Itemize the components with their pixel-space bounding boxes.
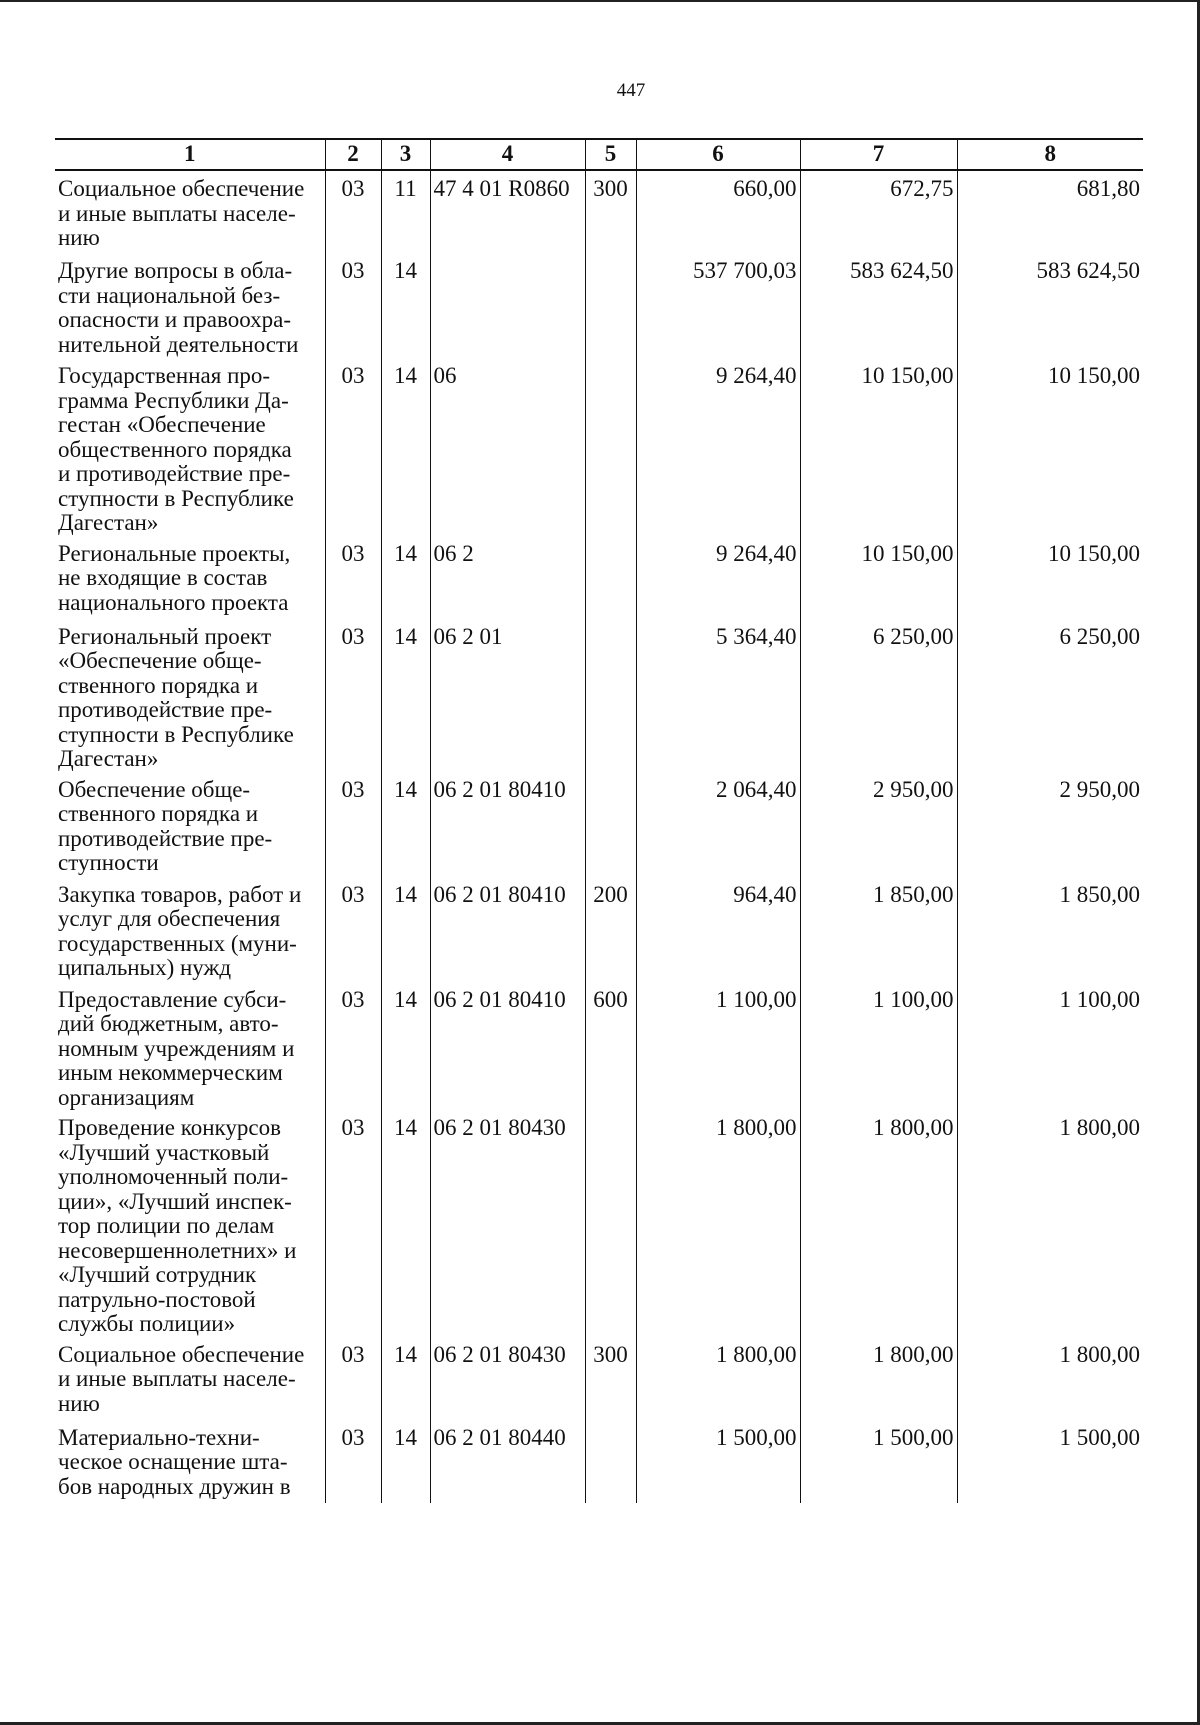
row-name-line: сти национальной без- (58, 282, 281, 308)
amount-col-8: 1 850,00 (957, 877, 1143, 982)
amount-col-8: 1 100,00 (957, 982, 1143, 1111)
amount-col-8: 10 150,00 (957, 536, 1143, 619)
expense-type-code (585, 772, 636, 877)
section-code: 03 (325, 358, 381, 536)
row-name-line: общественного порядка (58, 436, 292, 462)
amount-col-7: 6 250,00 (800, 619, 957, 772)
expense-type-code: 300 (585, 1337, 636, 1420)
row-name-line: Государственная про- (58, 363, 271, 388)
row-name-line: нию (58, 225, 100, 250)
amount-col-7: 10 150,00 (800, 536, 957, 619)
section-code: 03 (325, 170, 381, 253)
amount-col-7: 2 950,00 (800, 772, 957, 877)
expense-type-code: 300 (585, 170, 636, 253)
amount-col-8: 2 950,00 (957, 772, 1143, 877)
row-name-line: ступности в Республике (58, 721, 294, 747)
header-col-8: 8 (957, 139, 1143, 170)
header-col-4: 4 (430, 139, 585, 170)
row-name-line: грамма Республики Да- (58, 387, 289, 413)
subsection-code: 14 (381, 877, 430, 982)
subsection-code: 14 (381, 358, 430, 536)
amount-col-6: 1 800,00 (636, 1110, 800, 1337)
amount-col-6: 1 100,00 (636, 982, 800, 1111)
expense-type-code (585, 253, 636, 358)
section-code: 03 (325, 253, 381, 358)
row-name-line: ческое оснащение шта- (58, 1449, 288, 1474)
amount-col-8: 681,80 (957, 170, 1143, 253)
row-name (55, 772, 325, 877)
amount-col-7: 583 624,50 (800, 253, 957, 358)
target-article-code (430, 253, 585, 358)
row-name-line: ственного порядка и (58, 672, 259, 698)
row-name-line: несовершеннолетних» и (58, 1237, 297, 1263)
header-col-7: 7 (800, 139, 957, 170)
row-name (55, 877, 325, 982)
amount-col-6: 5 364,40 (636, 619, 800, 772)
row-name-line: иным некоммерческим (58, 1060, 283, 1085)
row-name-line: государственных (муни- (58, 930, 297, 956)
section-code: 03 (325, 982, 381, 1111)
section-code: 03 (325, 619, 381, 772)
subsection-code: 14 (381, 536, 430, 619)
row-name (55, 536, 325, 619)
amount-col-6: 9 264,40 (636, 536, 800, 619)
header-col-3: 3 (381, 139, 430, 170)
row-name-line: Другие вопросы в обла- (58, 258, 293, 283)
section-code: 03 (325, 772, 381, 877)
subsection-code: 14 (381, 253, 430, 358)
row-name-line: Социальное обеспечение (58, 1341, 305, 1367)
amount-col-7: 1 800,00 (800, 1110, 957, 1337)
row-name (55, 253, 325, 358)
amount-col-8: 1 500,00 (957, 1420, 1143, 1503)
amount-col-7: 672,75 (800, 170, 957, 253)
row-name-line: ципальных) нужд (58, 955, 232, 980)
amount-col-8: 6 250,00 (957, 619, 1143, 772)
amount-col-7: 10 150,00 (800, 358, 957, 536)
target-article-code: 06 2 01 80440 (430, 1420, 585, 1503)
section-code: 03 (325, 536, 381, 619)
amount-col-6: 537 700,03 (636, 253, 800, 358)
table-row (55, 982, 1143, 1111)
subsection-code: 14 (381, 1420, 430, 1503)
target-article-code: 06 2 01 (430, 619, 585, 772)
expense-type-code (585, 536, 636, 619)
row-name-line: гестан «Обеспечение (58, 412, 266, 437)
row-name-line: ступности в Республике (58, 485, 294, 511)
row-name-line: уполномоченный поли- (58, 1164, 289, 1189)
header-col-2: 2 (325, 139, 381, 170)
target-article-code: 06 (430, 358, 585, 536)
row-name-line: Региональный проект (58, 623, 272, 649)
row-name-line: службы полиции» (58, 1311, 236, 1336)
row-name-line: «Лучший сотрудник (58, 1262, 257, 1287)
target-article-code: 06 2 01 80410 (430, 982, 585, 1111)
row-name-line: дий бюджетным, авто- (58, 1011, 279, 1036)
amount-col-8: 583 624,50 (957, 253, 1143, 358)
header-col-6: 6 (636, 139, 800, 170)
header-col-1: 1 (55, 139, 325, 170)
target-article-code: 06 2 01 80430 (430, 1110, 585, 1337)
amount-col-6: 660,00 (636, 170, 800, 253)
row-name-line: «Обеспечение обще- (58, 648, 262, 673)
row-name-line: Обеспечение обще- (58, 776, 251, 802)
amount-col-6: 1 800,00 (636, 1337, 800, 1420)
row-name-line: Региональные проекты, (58, 540, 291, 566)
target-article-code: 06 2 01 80410 (430, 877, 585, 982)
row-name-line: Дагестан» (58, 510, 159, 535)
expense-type-code (585, 1110, 636, 1337)
row-name-line: тор полиции по делам (58, 1213, 275, 1238)
table-body (55, 170, 1143, 1503)
row-name-line: услуг для обеспечения (58, 906, 281, 931)
table-row (55, 1420, 1143, 1503)
expense-type-code (585, 619, 636, 772)
subsection-code: 14 (381, 1110, 430, 1337)
row-name (55, 170, 325, 253)
row-name-line: ственного порядка и (58, 801, 259, 826)
subsection-code: 14 (381, 619, 430, 772)
row-name (55, 619, 325, 772)
amount-col-6: 1 500,00 (636, 1420, 800, 1503)
subsection-code: 14 (381, 772, 430, 877)
expense-type-code: 200 (585, 877, 636, 982)
row-name-line: бов народных дружин в (58, 1473, 291, 1499)
row-name-line: Закупка товаров, работ и (58, 881, 302, 907)
amount-col-8: 1 800,00 (957, 1337, 1143, 1420)
subsection-code: 11 (381, 170, 430, 253)
expense-type-code: 600 (585, 982, 636, 1111)
row-name-line: Проведение конкурсов (58, 1115, 281, 1140)
budget-table (55, 138, 1143, 1503)
subsection-code: 14 (381, 982, 430, 1111)
row-name-line: и иные выплаты населе- (58, 1366, 296, 1391)
row-name-line: национального проекта (58, 589, 289, 615)
amount-col-6: 9 264,40 (636, 358, 800, 536)
amount-col-7: 1 100,00 (800, 982, 957, 1111)
amount-col-6: 964,40 (636, 877, 800, 982)
expense-type-code (585, 1420, 636, 1503)
table-row (55, 877, 1143, 982)
row-name-line: нительной деятельности (58, 331, 299, 357)
row-name-line: и противодействие пре- (58, 461, 291, 486)
amount-col-8: 1 800,00 (957, 1110, 1143, 1337)
row-name-line: Дагестан» (58, 746, 159, 771)
table-row (55, 1110, 1143, 1337)
table-row (55, 619, 1143, 772)
amount-col-6: 2 064,40 (636, 772, 800, 877)
scan-edge-top (0, 0, 1200, 2)
amount-col-7: 1 850,00 (800, 877, 957, 982)
row-name-line: ступности (58, 850, 159, 875)
row-name-line: не входящие в состав (58, 565, 268, 590)
table-row (55, 536, 1143, 619)
expense-type-code (585, 358, 636, 536)
row-name-line: противодействие пре- (58, 825, 273, 851)
amount-col-7: 1 800,00 (800, 1337, 957, 1420)
row-name-line: патрульно-постовой (58, 1286, 256, 1312)
subsection-code: 14 (381, 1337, 430, 1420)
row-name-line: опасности и правоохра- (58, 307, 291, 332)
table-row (55, 772, 1143, 877)
section-code: 03 (325, 1420, 381, 1503)
amount-col-7: 1 500,00 (800, 1420, 957, 1503)
page-number: 447 (616, 80, 646, 101)
row-name-line: «Лучший участковый (58, 1139, 270, 1165)
row-name-line: номным учреждениям и (58, 1035, 295, 1061)
table-row (55, 358, 1143, 536)
target-article-code: 47 4 01 R0860 (430, 170, 585, 253)
row-name (55, 1110, 325, 1337)
section-code: 03 (325, 1110, 381, 1337)
section-code: 03 (325, 877, 381, 982)
table-row (55, 170, 1143, 253)
target-article-code: 06 2 01 80430 (430, 1337, 585, 1420)
row-name-line: Социальное обеспечение (58, 176, 305, 201)
row-name (55, 358, 325, 536)
header-col-5: 5 (585, 139, 636, 170)
row-name-line: противодействие пре- (58, 697, 273, 722)
row-name-line: и иные выплаты населе- (58, 200, 296, 226)
row-name-line: Материально-техни- (58, 1424, 260, 1450)
header-row (55, 139, 1143, 170)
table-row (55, 1337, 1143, 1420)
table-row (55, 253, 1143, 358)
row-name-line: нию (58, 1390, 100, 1416)
row-name-line: Предоставление субси- (58, 986, 287, 1012)
row-name-line: организациям (58, 1084, 195, 1110)
table-header (55, 139, 1143, 170)
target-article-code: 06 2 01 80410 (430, 772, 585, 877)
row-name (55, 1337, 325, 1420)
row-name (55, 1420, 325, 1503)
row-name-line: ции», «Лучший инспек- (58, 1188, 292, 1214)
section-code: 03 (325, 1337, 381, 1420)
target-article-code: 06 2 (430, 536, 585, 619)
amount-col-8: 10 150,00 (957, 358, 1143, 536)
row-name (55, 982, 325, 1111)
